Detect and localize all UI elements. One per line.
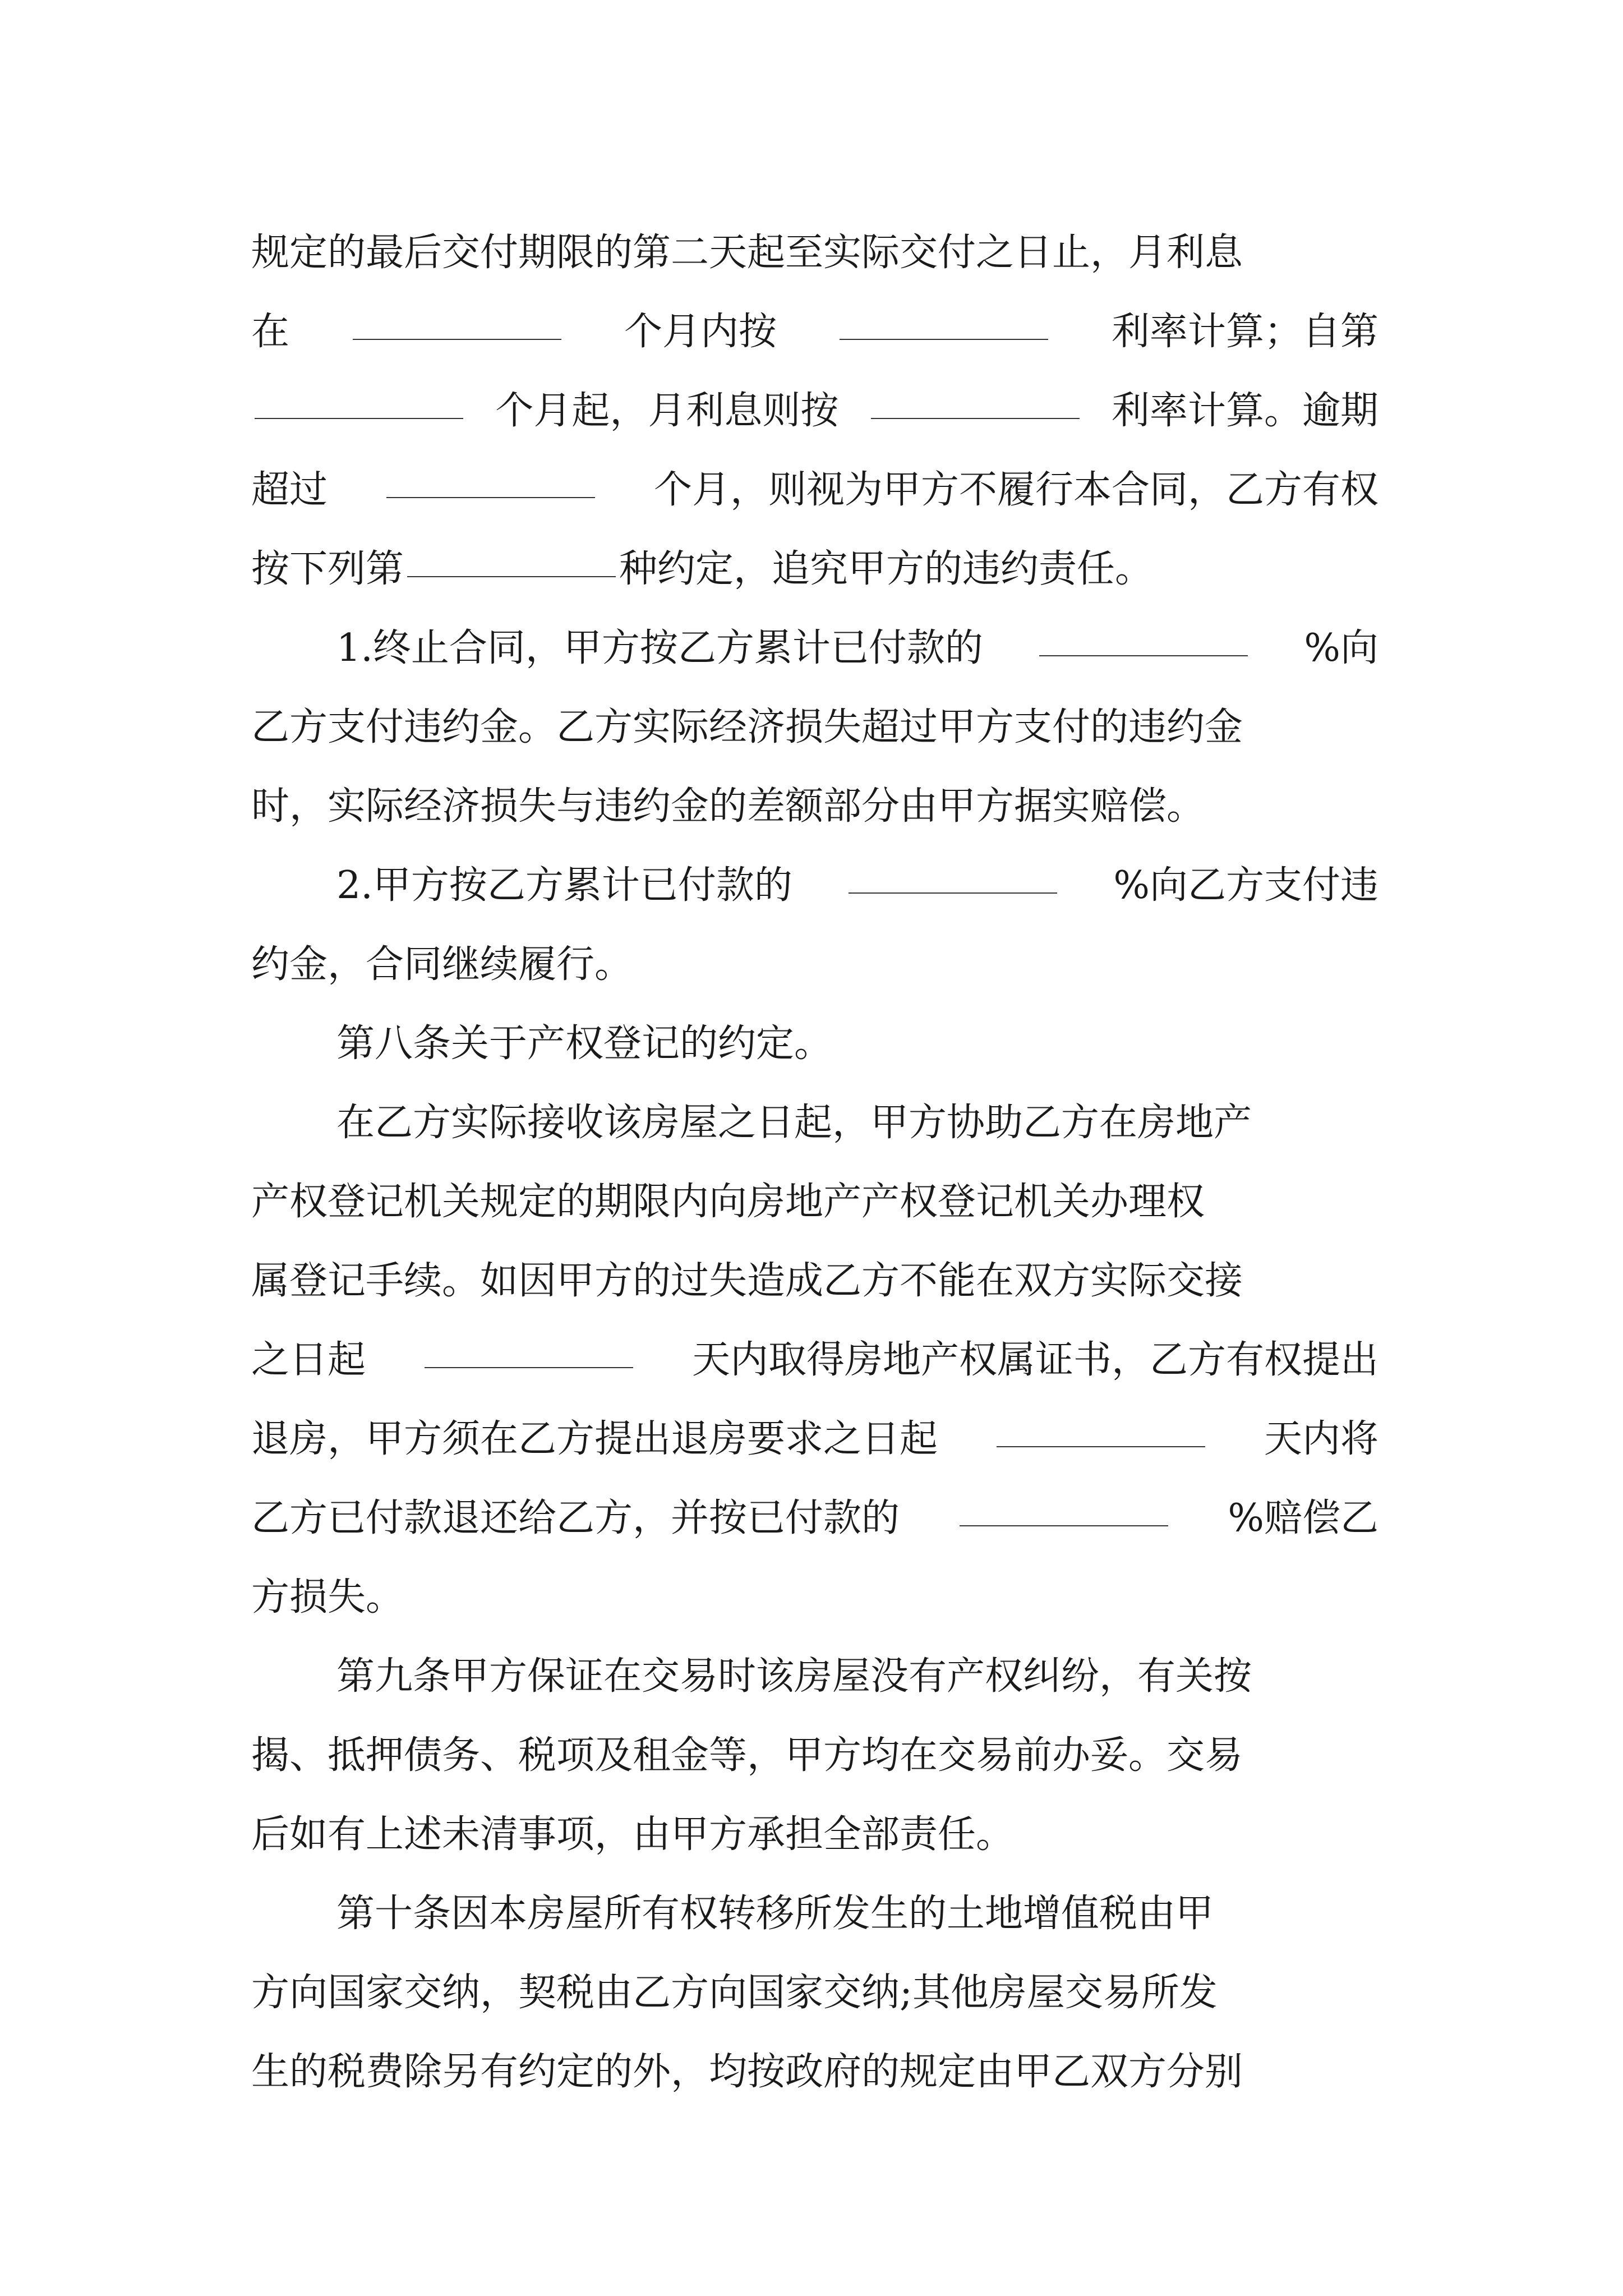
text-line [251, 1953, 1378, 2032]
text-segment: 方向国家交纳，契税由乙方向国家交纳;其他房屋交易所发 [251, 1971, 1218, 2015]
text-segment: 第十条因本房屋所有权转移所发生的土地增值税由甲 [336, 1892, 1214, 1936]
text-segment: 在乙方实际接收该房屋之日起，甲方协助乙方在房地产 [336, 1101, 1252, 1145]
fill-in-blank [407, 576, 616, 577]
text-line [251, 213, 1378, 292]
text-line [251, 1400, 1378, 1479]
text-segment: 后如有上述未清事项，由甲方承担全部责任。 [251, 1812, 1015, 1857]
text-line [251, 1241, 1378, 1320]
fill-in-blank [997, 1446, 1205, 1447]
fill-in-blank [840, 338, 1048, 340]
fill-in-blank [871, 417, 1080, 419]
text-line [251, 371, 1378, 450]
text-line [251, 292, 1378, 371]
text-segment: 个月，则视为甲方不履行本合同，乙方有权 [653, 468, 1378, 512]
text-segment: 第九条甲方保证在交易时该房屋没有产权纠纷，有关按 [336, 1654, 1252, 1699]
text-segment: 利率计算。逾期 [1111, 389, 1378, 433]
text-line [251, 767, 1378, 846]
fill-in-blank [960, 1525, 1168, 1526]
text-segment: 天内将 [1264, 1417, 1378, 1461]
text-segment: 方损失。 [251, 1575, 404, 1619]
text-line [251, 530, 1378, 609]
text-line [251, 1637, 1378, 1716]
text-segment: 产权登记机关规定的期限内向房地产产权登记机关办理权 [251, 1180, 1205, 1224]
text-line [251, 1083, 1378, 1162]
text-segment: 属登记手续。如因甲方的过失造成乙方不能在双方实际交接 [251, 1259, 1243, 1303]
text-line [251, 1320, 1378, 1400]
text-segment: 乙方已付款退还给乙方，并按已付款的 [251, 1496, 900, 1540]
text-segment: 揭、抵押债务、税项及租金等，甲方均在交易前办妥。交易 [251, 1733, 1243, 1778]
text-segment: 按下列第 [251, 547, 404, 591]
text-line [251, 846, 1378, 925]
document-page [251, 213, 1378, 2111]
text-segment: %向乙方支付违 [1113, 863, 1378, 908]
fill-in-blank [849, 892, 1057, 894]
text-segment: 生的税费除另有约定的外，均按政府的规定由甲乙双方分别 [251, 2050, 1243, 2094]
text-line [251, 1716, 1378, 1795]
text-line [251, 925, 1378, 1004]
text-segment: 种约定，追究甲方的违约责任。 [619, 547, 1154, 591]
text-line [251, 2032, 1378, 2111]
text-segment: 利率计算；自第 [1111, 310, 1378, 354]
text-segment: 退房，甲方须在乙方提出退房要求之日起 [251, 1417, 938, 1461]
fill-in-blank [386, 496, 595, 498]
text-line [251, 1558, 1378, 1637]
text-segment: 个月内按 [624, 310, 777, 354]
text-segment: %赔偿乙 [1228, 1496, 1378, 1540]
text-segment: 乙方支付违约金。乙方实际经济损失超过甲方支付的违约金 [251, 705, 1243, 749]
text-segment: 个月起，月利息则按 [495, 389, 839, 433]
fill-in-blank [1039, 655, 1248, 656]
text-line [251, 1874, 1378, 1953]
text-segment: 2.甲方按乙方累计已付款的 [336, 863, 792, 908]
text-segment: 时，实际经济损失与违约金的差额部分由甲方据实赔偿。 [251, 784, 1205, 829]
text-segment: 之日起 [251, 1338, 366, 1382]
fill-in-blank [353, 338, 561, 340]
text-segment: 规定的最后交付期限的第二天起至实际交付之日止，月利息 [251, 231, 1243, 275]
text-line [251, 1479, 1378, 1558]
text-line [251, 609, 1378, 688]
text-line [251, 688, 1378, 767]
text-line [251, 1795, 1378, 1874]
text-segment: 天内取得房地产权属证书，乙方有权提出 [691, 1338, 1378, 1382]
text-line [251, 1162, 1378, 1241]
text-segment: 第八条关于产权登记的约定。 [336, 1022, 833, 1066]
text-line [251, 450, 1378, 530]
text-line [251, 1004, 1378, 1083]
text-segment: 超过 [251, 468, 328, 512]
fill-in-blank [255, 417, 463, 419]
text-segment: %向 [1304, 626, 1378, 670]
text-segment: 在 [251, 310, 290, 354]
fill-in-blank [425, 1366, 633, 1368]
text-segment: 1.终止合同，甲方按乙方累计已付款的 [336, 626, 983, 670]
text-segment: 约金，合同继续履行。 [251, 942, 633, 987]
